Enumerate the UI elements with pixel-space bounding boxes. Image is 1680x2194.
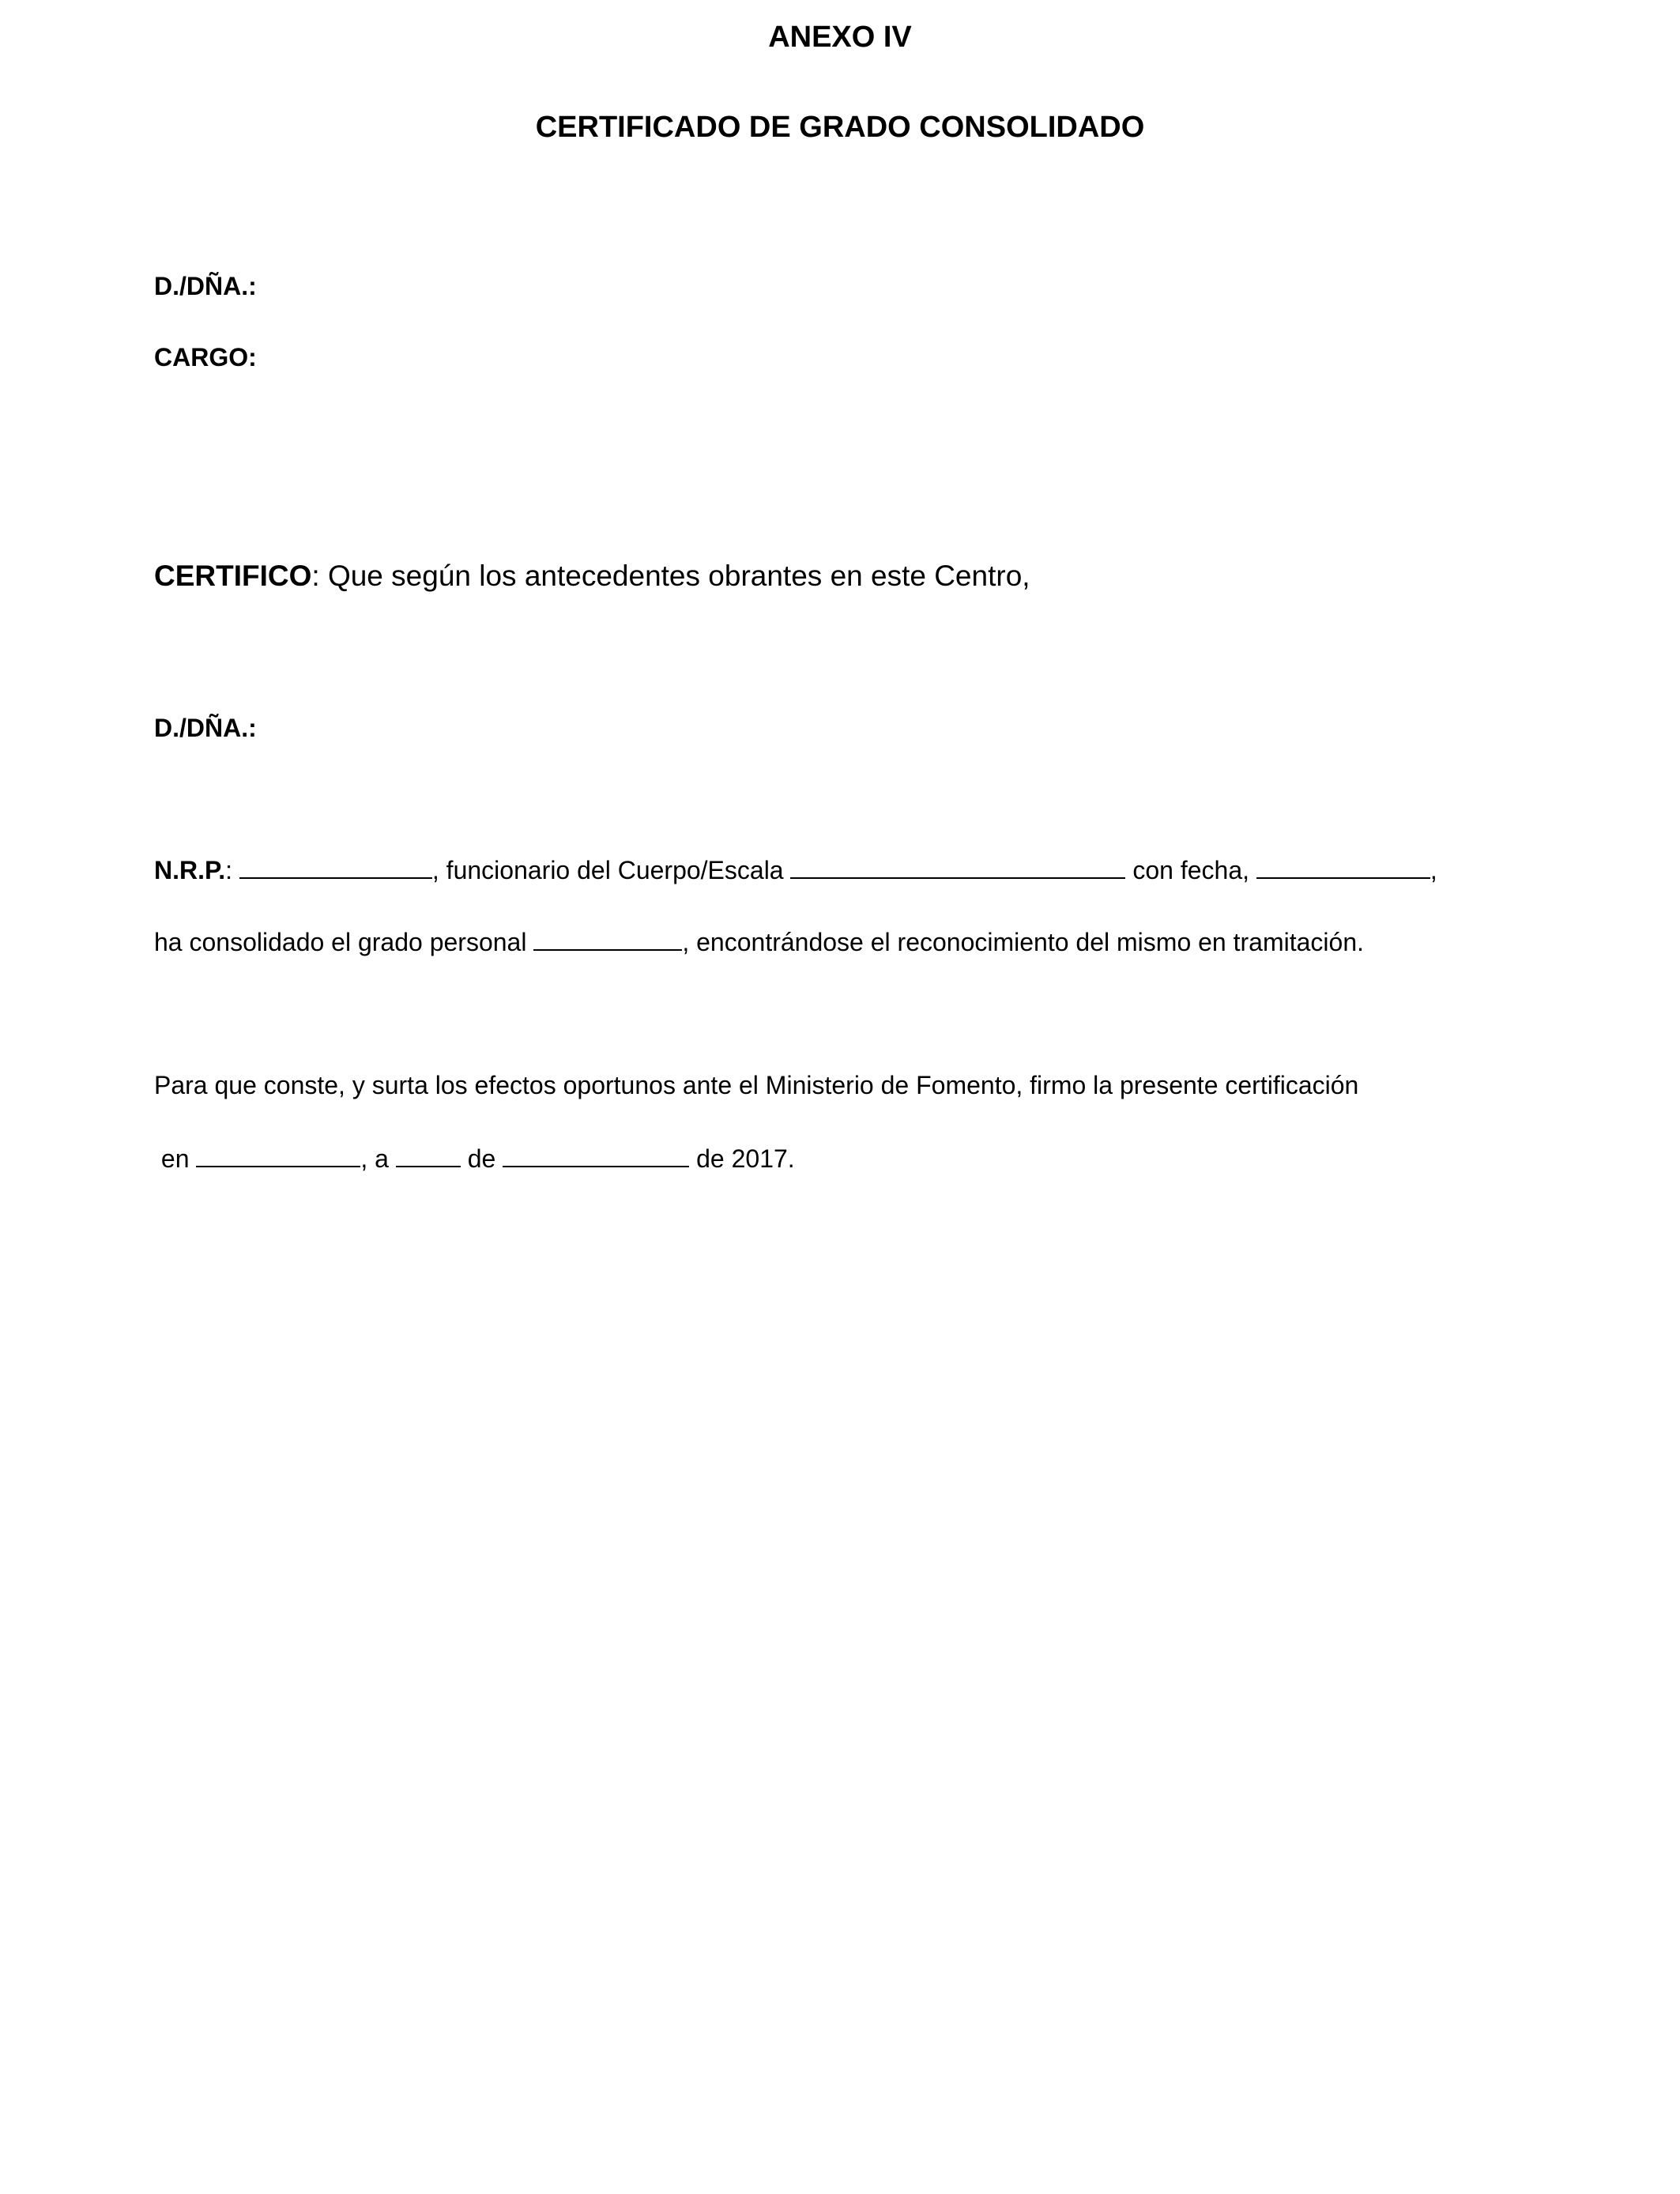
grade-blank-field[interactable] <box>533 929 682 951</box>
subject-name-label: D./DÑA.: <box>154 714 257 742</box>
nrp-label: N.R.P. <box>154 856 226 884</box>
closing-line: Para que conste, y surta los efectos oportunos ante el Ministerio de Fomento, firmo la presente certificación <box>154 1071 1359 1099</box>
nrp-line <box>154 857 1437 883</box>
date-text: con fecha, <box>1125 856 1256 884</box>
month-prefix: de <box>460 1144 503 1173</box>
day-blank-field[interactable] <box>396 1145 461 1167</box>
recognition-text: , encontrándose el reconocimiento del mismo en tramitación. <box>682 928 1364 956</box>
nrp-line-comma: , <box>1430 856 1437 884</box>
grade-line <box>154 929 1364 955</box>
place-blank-field[interactable] <box>196 1145 360 1167</box>
place-date-line <box>154 1145 795 1171</box>
year-text: de 2017. <box>689 1144 795 1173</box>
annex-heading: ANEXO IV <box>768 21 912 54</box>
certify-paragraph <box>154 561 1030 590</box>
nrp-blank-field[interactable] <box>239 857 432 879</box>
issuer-position-label: CARGO: <box>154 343 257 371</box>
civil-servant-text: , funcionario del Cuerpo/Escala <box>431 856 791 884</box>
date-blank-field[interactable] <box>1256 857 1430 879</box>
body-scale-blank-field[interactable] <box>790 857 1125 879</box>
certify-text: : Que según los antecedentes obrantes en este Centro, <box>311 560 1030 592</box>
issuer-name-label: D./DÑA.: <box>154 272 257 300</box>
day-prefix: , a <box>360 1144 396 1173</box>
grade-text: ha consolidado el grado personal <box>154 928 534 956</box>
month-blank-field[interactable] <box>503 1145 689 1167</box>
place-prefix: en <box>154 1144 197 1173</box>
certify-label: CERTIFICO <box>154 560 312 592</box>
nrp-colon: : <box>225 856 239 884</box>
document-title: CERTIFICADO DE GRADO CONSOLIDADO <box>535 111 1145 144</box>
